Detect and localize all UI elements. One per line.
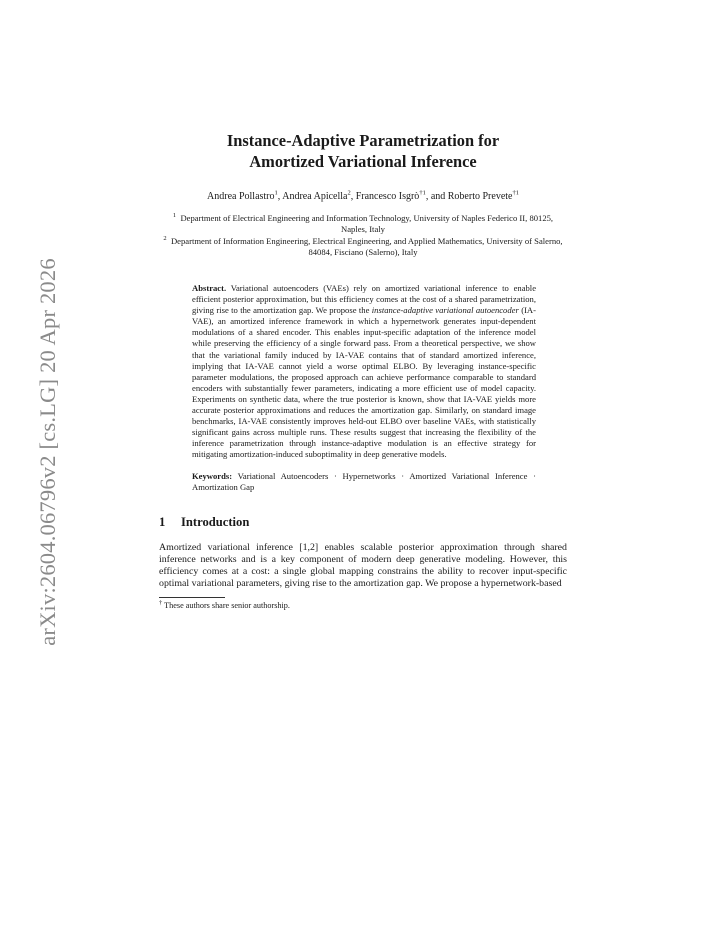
keywords-label: Keywords: — [192, 470, 233, 481]
arxiv-identifier-text: arXiv:2604.06796v2 [cs.LG] 20 Apr 2026 — [35, 258, 60, 646]
affiliation-mark: 2 — [163, 235, 167, 243]
author-mark: †1 — [419, 189, 426, 197]
affiliation-text: Department of Electrical Engineering and Information Technology, University of Naples Federico II, 80125, Naples, Italy — [180, 213, 554, 234]
affiliation-list — [159, 213, 567, 258]
title-line-1: Instance-Adaptive Parametrization for — [226, 131, 500, 150]
footnote — [159, 601, 567, 611]
author-list — [159, 190, 567, 203]
arxiv-identifier-stamp — [28, 258, 68, 646]
abstract-text-part-2: (IA-VAE), an amortized inference framework in which a hypernetwork generates input-dependent modulations of a shared encoder. This enables input-specific adaptation of the inference model while preserving the efficiency of a single forward pass. From a theoretical perspective, we show that the variational family induced by IA-VAE contains that of standard amortized inference, implying that IA-VAE cannot yield a worse optimal ELBO. By leveraging instance-specific parameter modulations, the proposed approach can achieve performance comparable to standard encoders with substantially fewer parameters, indicating a more efficient use of model capacity. Experiments on synthetic data, where the true posterior is known, show that IA-VAE yields more accurate posterior approximations and reduces the amortization gap. Similarly, on standard image benchmarks, IA-VAE consistently improves held-out ELBO over baseline VAEs, with statistically significant gains across multiple runs. These results suggest that increasing the flexibility of the inference parametrization through instance-adaptive modulation is an effective strategy for mitigating amortization-induced suboptimality in deep generative models. — [192, 305, 536, 460]
author-separator: , and — [425, 191, 448, 202]
author-name: Andrea Pollastro — [207, 191, 275, 202]
author-mark: 1 — [274, 189, 278, 197]
footnote-text: These authors share senior authorship. — [164, 601, 290, 611]
abstract-text-part-1: Variational autoencoders (VAEs) rely on amortized variational inference to enable efficient posterior approximation, but this efficiency comes at the cost of a shared parametrization, giving rise to the amortization gap. We propose the — [192, 283, 537, 316]
affiliation — [159, 236, 567, 258]
section-title: Introduction — [181, 514, 250, 529]
title-line-2: Amortized Variational Inference — [249, 152, 477, 171]
author-name: Francesco Isgrò — [355, 191, 420, 202]
author-mark: 2 — [347, 189, 351, 197]
paper-first-page — [159, 130, 567, 611]
keywords-text: Variational Autoencoders · Hypernetworks · Amortized Variational Inference · Amortization Gap — [192, 470, 536, 492]
affiliation — [159, 213, 567, 235]
section-number: 1 — [159, 514, 166, 529]
abstract — [192, 283, 536, 461]
abstract-emphasis: instance-adaptive variational autoencoder — [371, 305, 519, 316]
introduction-paragraph: Amortized variational inference [1,2] enables scalable posterior approximation through shared inference networks and is a key component of modern deep generative modeling. However, this efficiency comes at a cost: a single global mapping constrains the ability to recover input-specific optimal variational parameters, giving rise to the amortization gap. We propose a hypernetwork-based — [159, 541, 567, 589]
author-separator: , — [350, 191, 356, 202]
author-mark: †1 — [512, 189, 519, 197]
footnote-mark: † — [159, 599, 163, 607]
author-name: Roberto Prevete — [447, 191, 513, 202]
author-name: Andrea Apicella — [282, 191, 348, 202]
keywords — [192, 471, 536, 493]
paper-title — [159, 130, 567, 172]
affiliation-mark: 1 — [172, 212, 177, 220]
footnote-rule — [159, 597, 225, 598]
affiliation-text: Department of Information Engineering, Electrical Engineering, and Applied Mathematics, University of Salerno, 84084, Fisciano (Salerno), Italy — [170, 236, 563, 257]
author-separator: , — [277, 191, 283, 202]
section-heading — [159, 515, 567, 530]
abstract-label: Abstract. — [192, 283, 227, 293]
